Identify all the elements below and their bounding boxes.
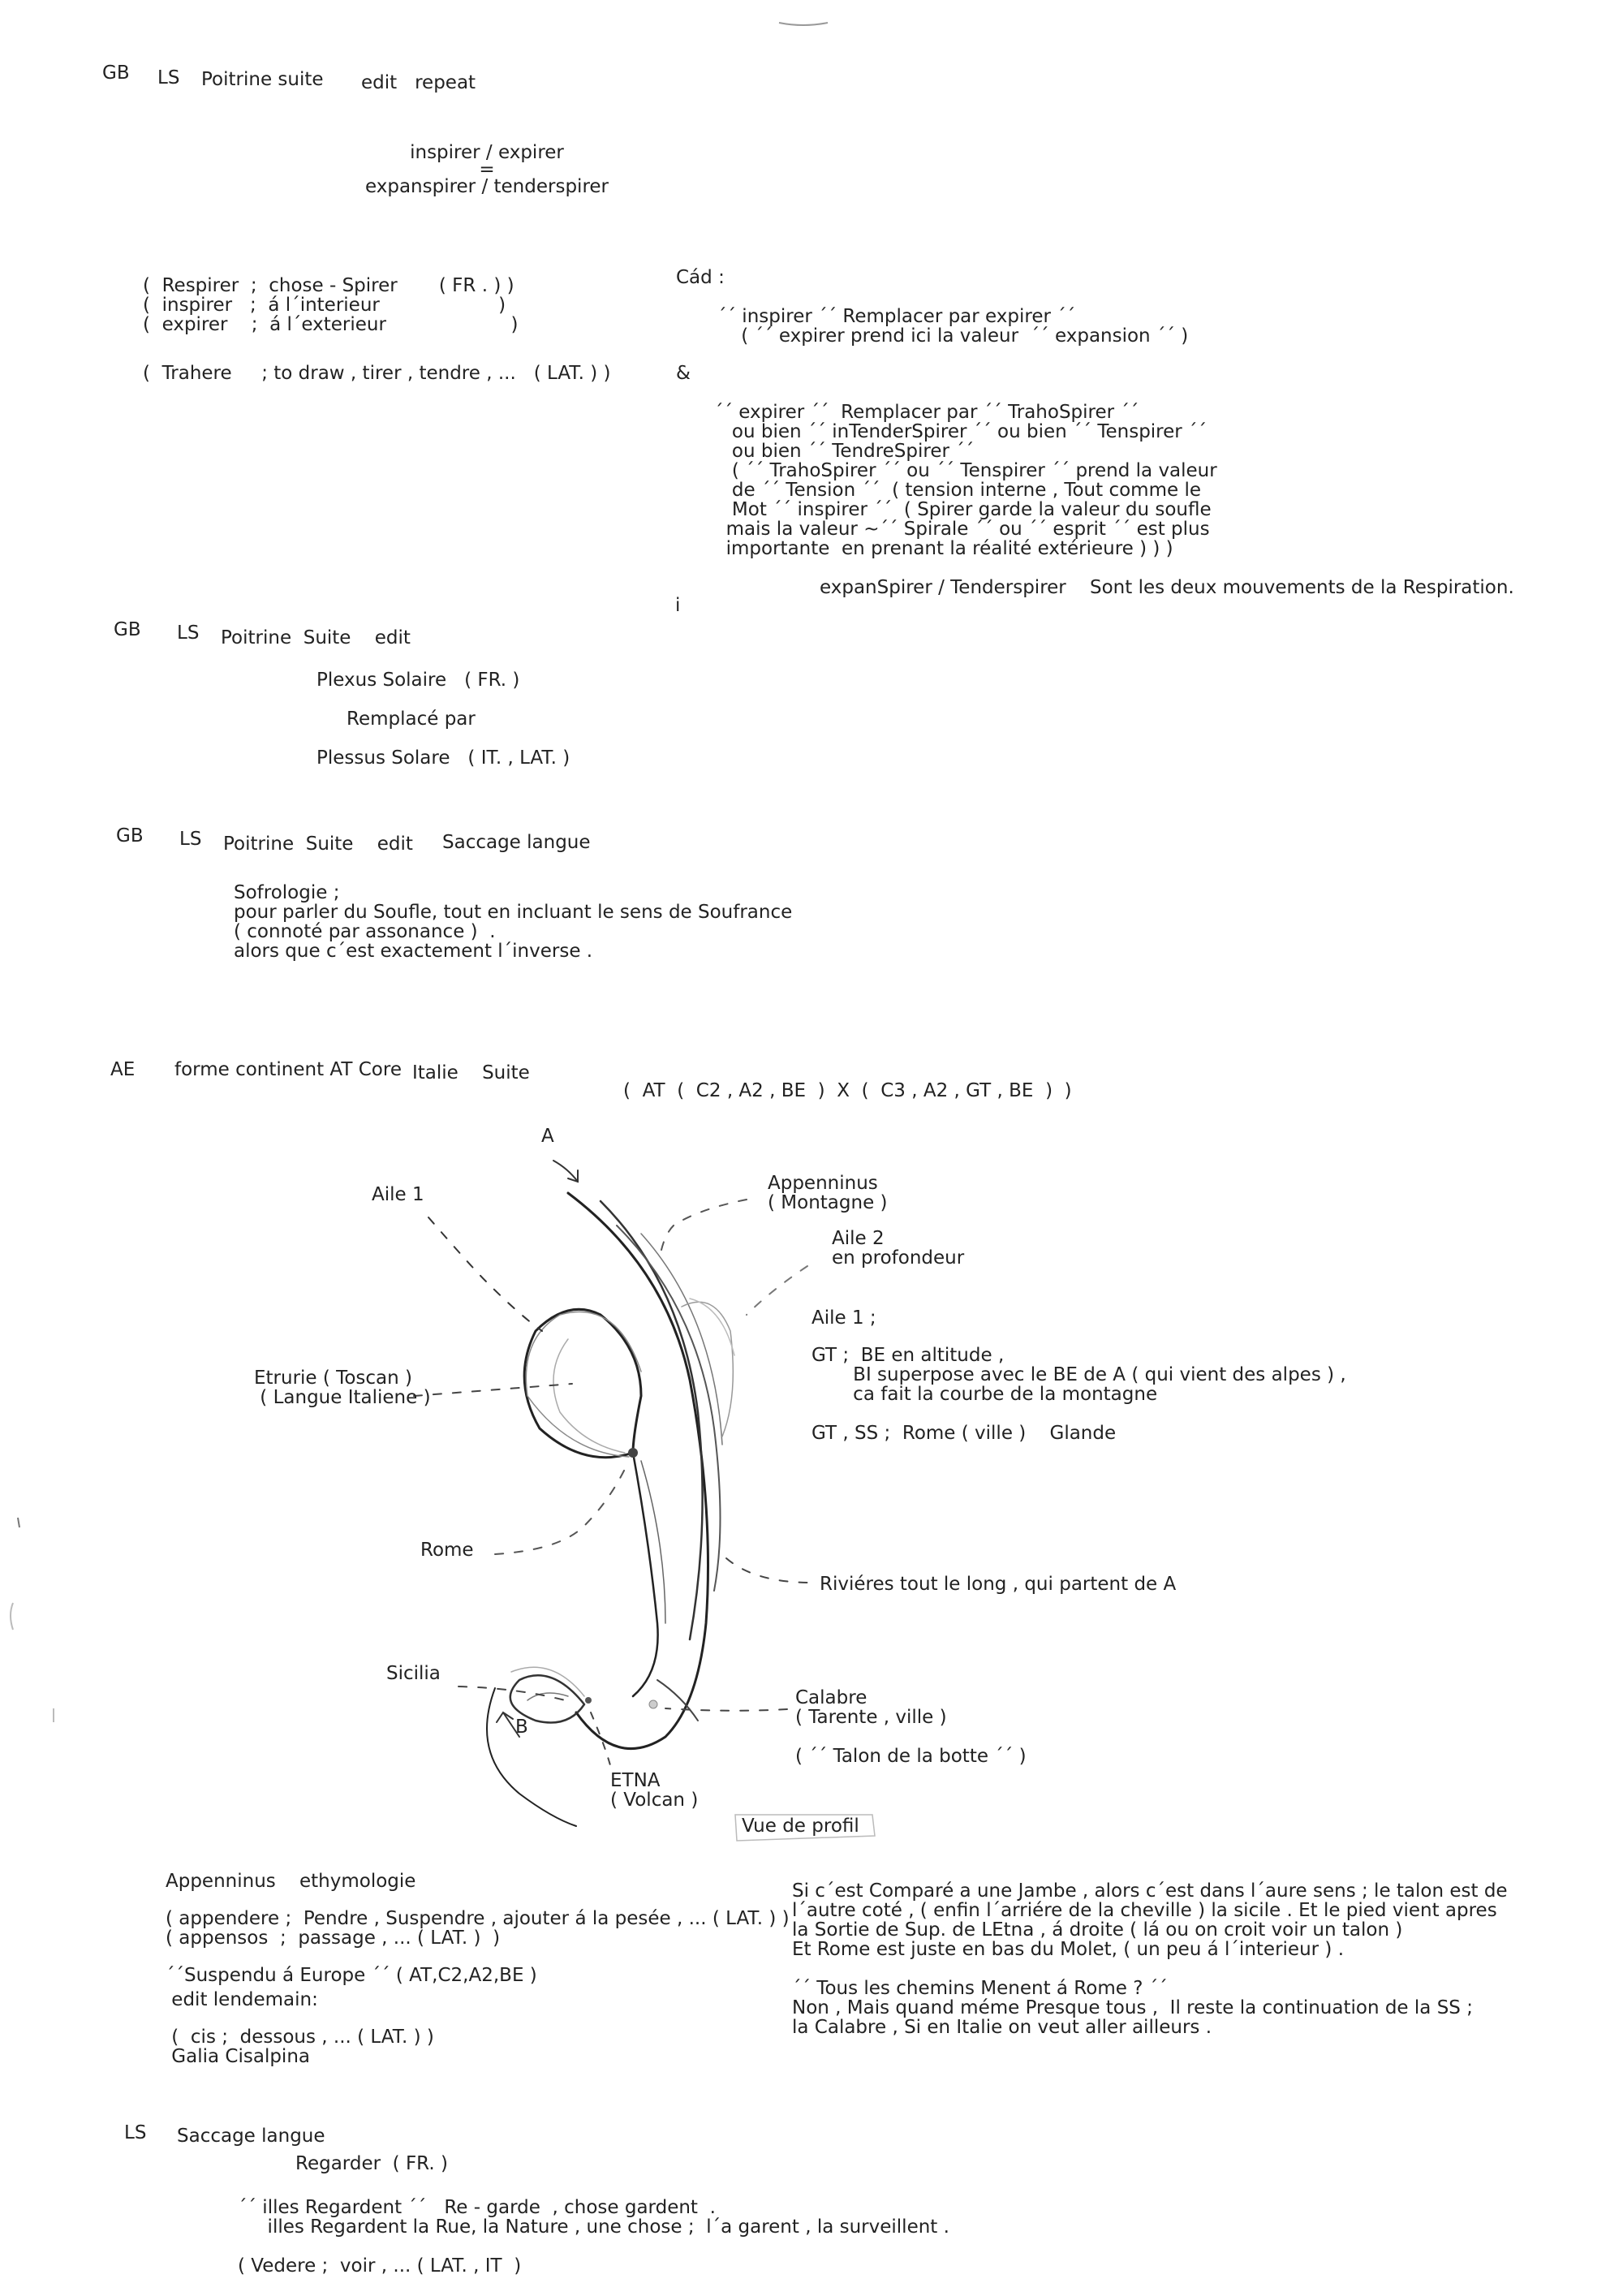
section-title: Saccage langue	[177, 2126, 325, 2147]
formula-line: expanspirer / tenderspirer	[364, 176, 609, 197]
text-line: ( appensos ; passage , ... ( LAT. ) )	[166, 1928, 501, 1949]
formula-block	[357, 143, 617, 196]
text-line	[143, 334, 610, 364]
ls-label: LS	[124, 2122, 147, 2143]
section-title: Poitrine Suite edit	[223, 834, 413, 855]
text-line: ´´Suspendu á Europe ´´ ( AT,C2,A2,BE )	[166, 1965, 537, 1986]
label-b: B	[515, 1717, 528, 1738]
text-line: ( expirer ; á l´exterieur )	[143, 314, 519, 335]
gt-note	[812, 1346, 1346, 1404]
text-line: importante en prenant la réalité extérieure ) ) )	[714, 538, 1173, 559]
italie-label: Italie Suite	[412, 1062, 530, 1083]
text-line: Aile 2	[832, 1228, 885, 1249]
section-title: Poitrine Suite edit	[221, 627, 411, 648]
text-line: Sofrologie ;	[234, 882, 340, 903]
text-line: la Calabre , Si en Italie on veut aller ailleurs .	[792, 2017, 1212, 2038]
section-title: Poitrine suite	[201, 69, 324, 90]
text-line: Etrurie ( Toscan )	[254, 1368, 412, 1389]
text-line: ( Volcan )	[610, 1790, 699, 1811]
sofrologie-block	[234, 883, 792, 961]
label-calabre	[795, 1688, 947, 1727]
appenninus-block	[166, 1872, 790, 2066]
text-line: ´´ expirer ´´ Remplacer par ´´ TrahoSpirer ´´	[714, 402, 1139, 423]
text-line: Et Rome est juste en bas du Molet, ( un peu á l´interieur ) .	[792, 1939, 1345, 1960]
text-line: Si c´est Comparé a une Jambe , alors c´est dans l´aure sens ; le talon est de	[792, 1880, 1508, 1902]
text-line: ( ´´ expirer prend ici la valeur ´´ expansion ´´ )	[717, 325, 1189, 347]
text-line: ( Montagne )	[768, 1192, 888, 1213]
gt-ss-note: GT , SS ; Rome ( ville ) Glande	[812, 1423, 1117, 1444]
ampersand: &	[676, 363, 691, 384]
inspirer-note	[717, 307, 1188, 346]
label-etna	[610, 1771, 698, 1810]
gb-label: GB	[114, 619, 141, 640]
plexus-line: Plessus Solare ( IT. , LAT. )	[316, 747, 570, 769]
text-line	[166, 1891, 790, 1909]
text-line: Mot ´´ inspirer ´´ ( Spirer garde la valeur du soufle	[714, 499, 1212, 520]
text-line: ´´ Tous les chemins Menent á Rome ? ´´	[792, 1978, 1168, 1999]
ls-label: LS	[157, 67, 180, 88]
text-line: pour parler du Soufle, tout en incluant le sens de Soufrance	[234, 902, 793, 923]
cad-label: Cád :	[676, 267, 725, 288]
ls-label: LS	[177, 622, 200, 644]
text-line: ( Respirer ; chose - Spirer ( FR . ) )	[143, 275, 514, 296]
text-line: ( appendere ; Pendre , Suspendre , ajouter á la pesée , ... ( LAT. ) )	[166, 1908, 790, 1929]
label-sicilia: Sicilia	[386, 1663, 441, 1684]
vedere-line: ( Vedere ; voir , ... ( LAT. , IT )	[238, 2255, 522, 2277]
text-line: ( cis ; dessous , ... ( LAT. ) )	[166, 2027, 434, 2048]
text-line: illes Regardent la Rue, la Nature , une chose ; l´a garent , la surveillent .	[238, 2216, 949, 2238]
text-line	[166, 1948, 790, 1966]
gb-label: GB	[102, 62, 130, 84]
text-line: BI superpose avec le BE de A ( qui vient des alpes ) ,	[812, 1364, 1346, 1385]
text-line: ( Trahere ; to draw , tirer , tendre , ... ( LAT. ) )	[143, 363, 611, 384]
text-line: l´autre coté , ( enfin l´arriére de la cheville ) la sicile . Et le pied vient apres	[792, 1900, 1497, 1921]
text-line: ca fait la courbe de la montagne	[812, 1384, 1158, 1405]
ls-label: LS	[179, 829, 202, 850]
expirer-note	[714, 403, 1217, 558]
ae-label: AE	[110, 1059, 136, 1080]
label-appenninus	[768, 1174, 888, 1213]
text-line: ´´ illes Regardent ´´ Re - garde , chose gardent .	[238, 2197, 716, 2218]
text-line: ( inspirer ; á l´interieur )	[143, 295, 506, 316]
text-line: ou bien ´´ TendreSpirer ´´	[714, 441, 975, 462]
text-line: GT ; BE en altitude ,	[812, 1345, 1005, 1366]
label-talon: ( ´´ Talon de la botte ´´ )	[795, 1746, 1027, 1767]
label-rivieres: Riviéres tout le long , qui partent de A	[820, 1574, 1177, 1595]
formula-at: ( AT ( C2 , A2 , BE ) X ( C3 , A2 , GT , BE ) )	[623, 1080, 1072, 1101]
text-line: ETNA	[610, 1770, 661, 1791]
label-rome: Rome	[420, 1540, 474, 1561]
formula-line: =	[479, 159, 495, 180]
conclusion-line: expanSpirer / Tenderspirer Sont les deux mouvements de la Respiration.	[820, 577, 1514, 598]
i-mark: i	[675, 595, 681, 616]
text-line: alors que c´est exactement l´inverse .	[234, 941, 593, 962]
plexus-line: Remplacé par	[347, 709, 476, 730]
respirer-block	[143, 276, 610, 383]
text-line: la Sortie de Sup. de LEtna , á droite ( lá ou on croit voir un talon )	[792, 1919, 1403, 1941]
text-line: Galia Cisalpina	[166, 2046, 310, 2067]
label-a: A	[541, 1126, 554, 1147]
text-line: Appenninus	[768, 1173, 878, 1194]
regarder-line: Regarder ( FR. )	[295, 2153, 448, 2174]
section-title: forme continent AT Core	[174, 1059, 402, 1080]
text-line: ou bien ´´ inTenderSpirer ´´ ou bien ´´ Tenspirer ´´	[714, 421, 1208, 442]
edit-note: edit repeat	[361, 72, 476, 93]
text-line: en profondeur	[832, 1247, 965, 1269]
text-line: ( connoté par assonance ) .	[234, 921, 496, 942]
label-aile2	[832, 1229, 964, 1268]
label-aile1: Aile 1	[372, 1184, 424, 1205]
formula-line: inspirer / expirer	[410, 142, 564, 163]
label-etrurie	[254, 1368, 431, 1407]
compare-block	[792, 1881, 1508, 2037]
vue-de-profil: Vue de profil	[742, 1816, 859, 1837]
plexus-line: Plexus Solaire ( FR. )	[316, 670, 520, 691]
text-line: Calabre	[795, 1687, 867, 1708]
text-line: ( Tarente , ville )	[795, 1707, 947, 1728]
regarder-block	[238, 2198, 949, 2237]
gb-label: GB	[116, 825, 144, 846]
aile1-note: Aile 1 ;	[812, 1307, 876, 1329]
text-line: ( ´´ TrahoSpirer ´´ ou ´´ Tenspirer ´´ prend la valeur	[714, 460, 1217, 481]
text-line: Appenninus ethymologie	[166, 1871, 416, 1892]
text-line: mais la valeur ~´´ Spirale ´´ ou ´´ esprit ´´ est plus	[714, 519, 1210, 540]
italy-sketch	[414, 1161, 812, 1826]
text-line: edit lendemain:	[166, 1989, 318, 2010]
text-line: ( Langue Italiene )	[254, 1387, 431, 1408]
text-line	[166, 2010, 790, 2027]
saccage-label: Saccage langue	[442, 832, 591, 853]
text-line: ´´ inspirer ´´ Remplacer par expirer ´´	[717, 306, 1076, 327]
text-line: Non , Mais quand méme Presque tous , Il reste la continuation de la SS ;	[792, 1997, 1473, 2018]
text-line	[792, 1959, 1508, 1979]
text-line: de ´´ Tension ´´ ( tension interne , Tout comme le	[714, 480, 1201, 501]
